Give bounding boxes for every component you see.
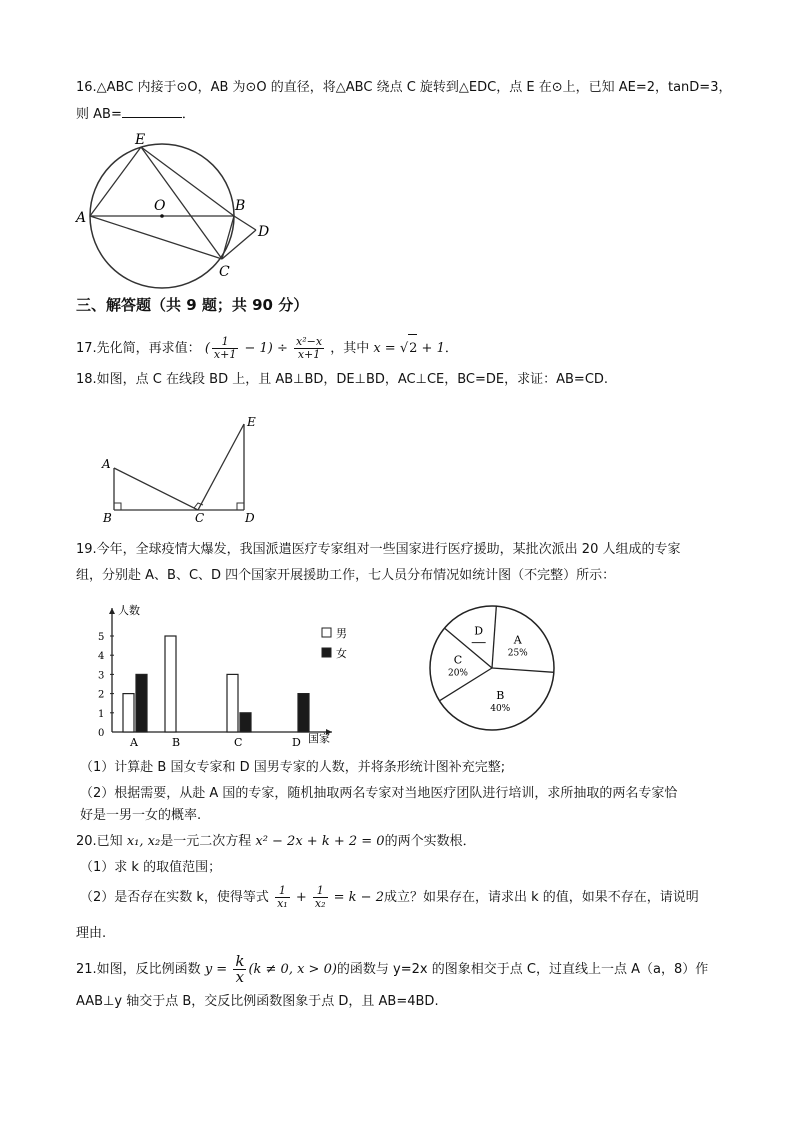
pie-slice-label-B: B xyxy=(496,689,505,703)
x-axis-label: 国家 xyxy=(308,732,330,745)
q16-prefix: 则 AB= xyxy=(76,107,122,122)
bar-男-A xyxy=(123,694,134,732)
right-angle-b xyxy=(114,503,121,510)
q21-prefix: 21.如图，反比例函数 xyxy=(76,962,201,977)
y-tick-label: 3 xyxy=(98,670,105,682)
bar-女-A xyxy=(136,674,147,732)
pie-slice-label-C: C xyxy=(453,653,463,667)
x-tick-label: C xyxy=(234,736,243,749)
y-tick-label: 0 xyxy=(98,728,105,739)
q17-x-value: x = √2 + 1 xyxy=(373,341,445,356)
q21-frac-num: k xyxy=(235,952,245,970)
q20-equation: x² − 2x + k + 2 = 0 xyxy=(255,834,385,849)
y-tick-label: 2 xyxy=(98,689,105,701)
q21-fraction xyxy=(233,954,246,985)
q17-fraction-2 xyxy=(294,336,324,361)
q17-frac1-num: 1 xyxy=(212,336,238,349)
x-tick-label: D xyxy=(292,736,301,749)
q17-frac2-num: x²−x xyxy=(296,335,323,348)
label-c: C xyxy=(219,264,230,280)
center-point-o xyxy=(160,214,164,218)
segment-ac xyxy=(90,216,222,259)
bar-女-C xyxy=(240,713,251,732)
q20-sub2-line2: 理由. xyxy=(76,926,107,941)
label-o: O xyxy=(154,198,166,214)
segment-bc xyxy=(222,216,234,259)
x-tick-label: B xyxy=(172,736,181,749)
q20-f2-den: x₂ xyxy=(314,897,326,910)
q20-f2-num: 1 xyxy=(313,885,328,898)
y-tick-label: 4 xyxy=(98,651,105,663)
label-c: C xyxy=(195,511,205,525)
q16-suffix: ． xyxy=(181,107,195,122)
q17-expression xyxy=(204,335,330,361)
q20-mid: 是一元二次方程 xyxy=(160,834,252,849)
pie-slice-percent-C: 20% xyxy=(447,668,468,679)
q20-plus: + xyxy=(291,890,311,905)
q20-sub2 xyxy=(80,884,699,912)
legend-label: 男 xyxy=(336,627,347,640)
section-title: 三、解答题（共 9 题；共 90 分） xyxy=(76,296,309,314)
segment-dc xyxy=(222,230,256,259)
q20-line1 xyxy=(76,830,476,854)
bar-男-B xyxy=(165,636,176,732)
q21-y-eq: y = xyxy=(204,962,232,977)
bar-男-C xyxy=(227,674,238,732)
q20-sub2-expression xyxy=(273,884,384,910)
q17-where: ，其中 xyxy=(330,341,370,356)
pie-slice-percent-B: 40% xyxy=(490,704,511,715)
q19-line1: 19.今年，全球疫情大爆发，我国派遣医疗专家组对一些国家进行医疗援助，某批次派出 20 人组成的专家 xyxy=(76,542,681,557)
q21-frac-den: x xyxy=(235,968,245,986)
label-d: D xyxy=(258,224,270,240)
q20-prefix: 20.已知 xyxy=(76,834,123,849)
q17-prefix: 17.先化简，再求值： xyxy=(76,341,201,356)
q20-sub2-prefix: （2）是否存在实数 k，使得等式 xyxy=(80,890,269,905)
q17-minus-one: − 1) ÷ xyxy=(240,341,292,356)
label-a: A xyxy=(76,210,87,226)
q20-x1: x₁, xyxy=(126,834,144,849)
q21-cond: (k ≠ 0, x > 0) xyxy=(248,962,337,977)
label-b: B xyxy=(235,198,246,214)
q18-figure xyxy=(100,414,270,524)
label-d: D xyxy=(245,511,255,525)
pie-slice-label-A: A xyxy=(513,633,522,647)
y-axis-arrow xyxy=(109,608,115,614)
pie-slice-label-D: D xyxy=(474,624,484,638)
q17-frac2-den: x+1 xyxy=(297,348,321,361)
legend-swatch xyxy=(322,648,331,657)
legend-swatch xyxy=(322,628,331,637)
segment-ac xyxy=(114,468,198,510)
pie-chart xyxy=(424,600,564,740)
q20-x2: x₂ xyxy=(147,834,161,849)
segment-ae xyxy=(90,147,141,216)
q16-line1: 16.△ABC 内接于⊙O，AB 为⊙O 的直径，将△ABC 绕点 C 旋转到△EDC，点 E 在⊙上，已知 AE=2，tanD=3， xyxy=(76,80,732,95)
label-e: E xyxy=(247,415,256,429)
q18-text: 18.如图，点 C 在线段 BD 上，且 AB⊥BD，DE⊥BD，AC⊥CE，BC=DE，求证：AB=CD. xyxy=(76,372,609,387)
answer-blank xyxy=(122,104,182,118)
q17-line xyxy=(76,334,458,363)
segment-bd xyxy=(234,216,256,230)
y-axis-label: 人数 xyxy=(118,604,140,617)
q19-sub2-line2: 好是一男一女的概率. xyxy=(80,808,202,823)
q17-sqrt-arg: 2 xyxy=(408,334,417,363)
label-a: A xyxy=(102,457,111,471)
q17-frac1-den: x+1 xyxy=(213,348,237,361)
q20-eq: = k − 2 xyxy=(329,890,384,905)
q20-sub1: （1）求 k 的取值范围； xyxy=(80,860,222,875)
q17-plus-one: + 1 xyxy=(417,341,445,356)
y-tick-label: 5 xyxy=(98,632,105,643)
legend-label: 女 xyxy=(336,647,347,660)
q16-circle-figure xyxy=(76,132,276,286)
q16-line2 xyxy=(76,104,195,125)
q19-sub1: （1）计算赴 B 国女专家和 D 国男专家的人数，并将条形统计图补充完整; xyxy=(80,760,506,775)
q17-x-eq: x = xyxy=(373,341,400,356)
right-angle-d xyxy=(237,503,244,510)
q20-suffix: 的两个实数根． xyxy=(384,834,476,849)
q19-sub2-line1: （2）根据需要，从赴 A 国的专家，随机抽取两名专家对当地医疗团队进行培训，求所抽取的两名专家恰 xyxy=(80,786,678,801)
x-tick-label: A xyxy=(130,736,138,749)
q20-frac-2 xyxy=(313,885,328,910)
q20-f1-den: x₁ xyxy=(277,897,288,910)
bar-chart xyxy=(86,600,366,750)
q19-line2: 组，分别赴 A、B、C、D 四个国家开展援助工作，七人员分布情况如统计图（不完整）所示： xyxy=(76,568,616,583)
q20-sub2-suffix: 成立？如果存在，请求出 k 的值，如果不存在，请说明 xyxy=(383,890,699,905)
q21-function xyxy=(204,952,337,986)
q20-frac-1 xyxy=(275,885,290,910)
pie-slice-percent-A: 25% xyxy=(507,648,528,659)
q21-line1 xyxy=(76,954,708,985)
q17-open-paren: ( xyxy=(204,341,210,356)
q21-line2: AAB⊥y 轴交于点 B，交反比例函数图象于点 D，且 AB=4BD. xyxy=(76,994,439,1009)
y-tick-label: 1 xyxy=(98,708,105,720)
bar-女-D xyxy=(298,694,309,732)
q21-suffix: 的函数与 y=2x 的图象相交于点 C，过直线上一点 A（a，8）作 xyxy=(336,962,709,977)
label-b: B xyxy=(103,511,112,525)
q17-fraction-1 xyxy=(212,336,238,361)
q17-end: ． xyxy=(444,341,458,356)
segment-ce xyxy=(198,424,244,510)
q20-f1-num: 1 xyxy=(275,885,290,898)
label-e: E xyxy=(135,132,146,148)
